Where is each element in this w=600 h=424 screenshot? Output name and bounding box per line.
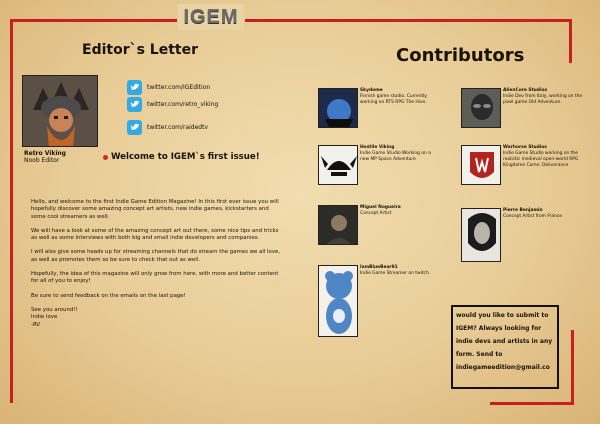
welcome-text: Welcome to IGEM`s first issue! [111, 152, 260, 162]
contributors-heading: Contributors [396, 45, 525, 66]
frame-top-right [245, 19, 572, 22]
letter-paragraph: We will have a look at some of the amazing concept art out there, some nice tips and tricks as well as some interviews with both big and small indie developers and companies. [31, 227, 279, 242]
alien-head-logo-icon [461, 88, 501, 128]
social-link-label: twitter.com/IGEdition [147, 83, 211, 91]
viking-helmet-logo-icon [318, 145, 358, 185]
contributor-desc: Concept Artist [360, 211, 392, 216]
contributor-desc: Indie Game Streamer on twitch. [360, 271, 431, 276]
submission-callout: would you like to submit to IGEM? Always looking for indie devs and artists in any form. Send to indiegameedition@gmail.co [451, 305, 559, 389]
editor-name: Retro Viking [24, 150, 66, 157]
letter-signoff-line: -RV [31, 321, 41, 328]
contributor-desc: Finnish game studio. Currently working on RTS RPG The Hive. [360, 94, 428, 105]
frame-bottom-right-vertical [571, 330, 574, 405]
social-link-label: twitter.com/retro_viking [147, 100, 219, 108]
welcome-headline [103, 152, 260, 162]
bullet-icon [103, 155, 108, 160]
contributor-name: IamBlueBear91 [360, 265, 398, 270]
social-link-igedition[interactable] [127, 79, 210, 95]
social-link-retro-viking[interactable] [127, 96, 218, 112]
contributor-name: Warhorse Studios [503, 145, 547, 150]
frame-top-left [10, 19, 177, 22]
letter-paragraph: Hopefully, the idea of this magazine will only grow from here, with more and better content for all of you to enjoy! [31, 271, 279, 285]
contributor-desc: Indie Game Studio working on the realistic medieval open-world RPG Kingdome Come: Deliverance [503, 151, 579, 168]
masthead-logo: IGEM [178, 4, 244, 30]
contributor-name: Miguel Nogueira [360, 205, 401, 210]
contributor-desc: Indie Dev from Italy, working on the pixel game Old Adventure. [503, 94, 583, 105]
editor-name-block [24, 150, 66, 164]
editor-role: Noob Editor [24, 157, 60, 164]
blue-bear-avatar-icon [318, 265, 358, 337]
editor-portrait [22, 75, 98, 147]
twitter-icon [127, 120, 142, 135]
twitter-icon [127, 97, 142, 112]
frame-right [569, 19, 572, 63]
contributor-desc: Indie Game Studio Working on a new MP Space Adventure [360, 151, 431, 162]
skydome-logo-icon [318, 88, 358, 128]
contributor-desc: Concept Artist from France [503, 214, 562, 219]
editor-letter-body [31, 199, 281, 329]
social-link-raidedtv[interactable] [127, 119, 208, 135]
artist-photo-icon [318, 205, 358, 245]
letter-signoff-line: See you around!! [31, 306, 78, 313]
letter-signoff-line: Indie love [31, 314, 58, 321]
frame-left [10, 19, 13, 403]
contributor-name: Pierre Benjamin [503, 208, 543, 213]
editor-letter-heading: Editor`s Letter [82, 42, 199, 58]
letter-paragraph: Be sure to send feedback on the emails on the last page! [31, 292, 186, 299]
artist-photo-icon [461, 208, 501, 262]
contributor-name: Hostile Viking [360, 145, 395, 150]
contributor-name: AlienCore Studios [503, 88, 548, 93]
contributor-name: Skydome [360, 88, 383, 93]
warhorse-logo-icon [461, 145, 501, 185]
social-link-label: twitter.com/raidedtv [147, 123, 209, 131]
letter-paragraph: Hello, and welcome to the first Indie Game Edition Magazine! In this first ever issue you will hopefully discover some amazing concept art artists, new indie games, kickstarters and some cool streamers as well. [31, 199, 279, 220]
letter-paragraph: I will also give some heads up for streaming channels that do stream the games we all love, as well as promotes them so be sure to check that out as well. [31, 249, 281, 263]
frame-bottom-right [490, 402, 574, 405]
twitter-icon [127, 80, 142, 95]
